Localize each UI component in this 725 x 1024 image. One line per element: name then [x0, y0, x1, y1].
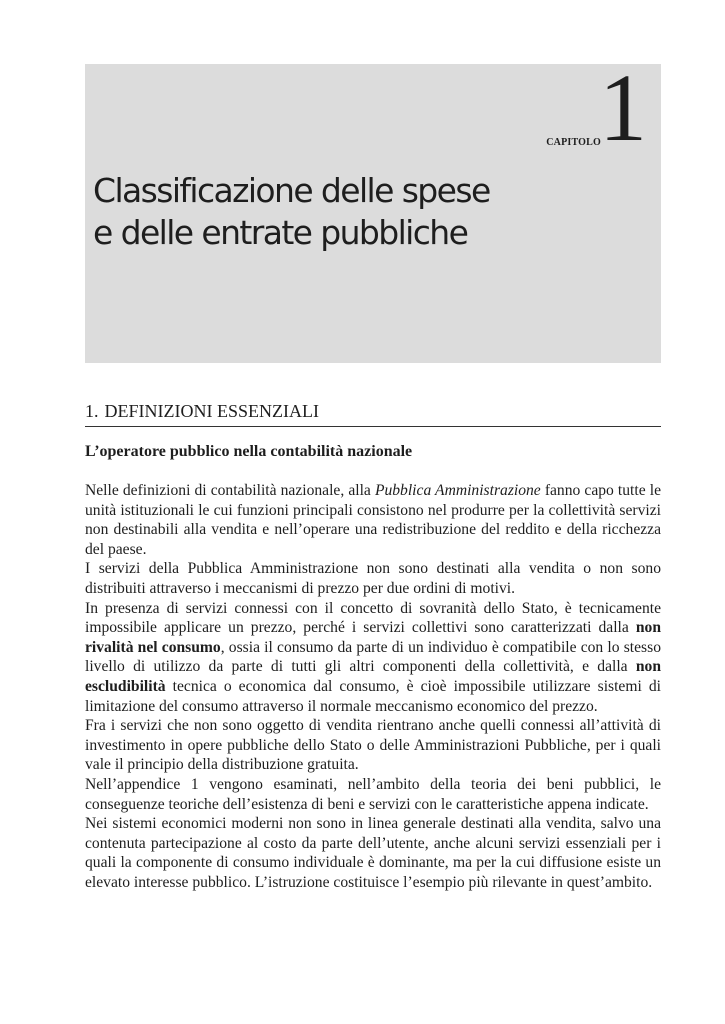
paragraph-4: Fra i servizi che non sono oggetto di vendita rientrano anche quelli connessi all’attività di investimento in opere pubbliche dello Stato o delle Amministrazioni Pubbliche, per i quali vale il principio della distribuzione gratuita. [85, 717, 661, 774]
section-heading [85, 400, 661, 427]
chapter-title-line-1: Classificazione delle spese [93, 171, 490, 210]
chapter-label: CAPITOLO [546, 137, 601, 148]
body-text [85, 481, 661, 892]
paragraph-3 [85, 599, 661, 717]
section-title: DEFINIZIONI ESSENZIALI [104, 401, 319, 421]
paragraph-1-end: fanno capo tutte le unità istituzionali le cui funzioni principali consistono nel produrre per la collettività servizi non destinabili alla vendita e nell’operare una redistribuzione del reddito e della ricchezza del paese. [85, 482, 661, 558]
chapter-banner [85, 54, 661, 363]
paragraph-3-start: In presenza di servizi connessi con il concetto di sovranità dello Stato, è tecnicamente impossibile applicare un prezzo, perché i servizi collettivi sono caratterizzati dalla [85, 599, 661, 637]
paragraph-3-middle: , ossia il consumo da parte di un individuo è compatibile con lo stesso livello di utilizzo da parte di tutti gli altri componenti della collettività, e dalla [85, 638, 661, 676]
paragraph-2: I servizi della Pubblica Amministrazione non sono destinati alla vendita o non sono distribuiti attraverso i meccanismi di prezzo per due ordini di motivi. [85, 560, 661, 597]
chapter-number: 1 [599, 54, 647, 161]
chapter-title [93, 170, 490, 254]
non-escludibilita-term: non escludibilità [85, 658, 661, 695]
paragraph-1 [85, 481, 661, 559]
pubblica-amministrazione-term: Pubblica Amministrazione [374, 482, 541, 499]
section-number: 1. [85, 401, 99, 421]
chapter-title-line-2: e delle entrate pubbliche [93, 213, 468, 252]
paragraph-3-end: tecnica o economica dal consumo, è cioè impossibile utilizzare sistemi di limitazione del consumo attraverso il normale meccanismo economico del prezzo. [85, 677, 661, 715]
paragraph-1-start: Nelle definizioni di contabilità nazionale, alla [85, 482, 375, 499]
non-rivalita-term: non rivalità nel consumo [85, 619, 661, 656]
paragraph-5: Nell’appendice 1 vengono esaminati, nell’ambito della teoria dei beni pubblici, le conseguenze teoriche dell’esistenza di beni e servizi con le caratteristiche appena indicate. [85, 775, 661, 813]
subsection-heading: L’operatore pubblico nella contabilità nazionale [85, 443, 413, 460]
paragraph-6: Nei sistemi economici moderni non sono in linea generale destinati alla vendita, salvo una contenuta partecipazione al costo da parte dell’utente, anche alcuni servizi essenziali per i quali la componente di consumo individuale è dominante, ma per la cui diffusione esiste un elevato interesse pubblico. L’istruzione costituisce l’esempio più rilevante in quest’ambito. [85, 815, 661, 891]
